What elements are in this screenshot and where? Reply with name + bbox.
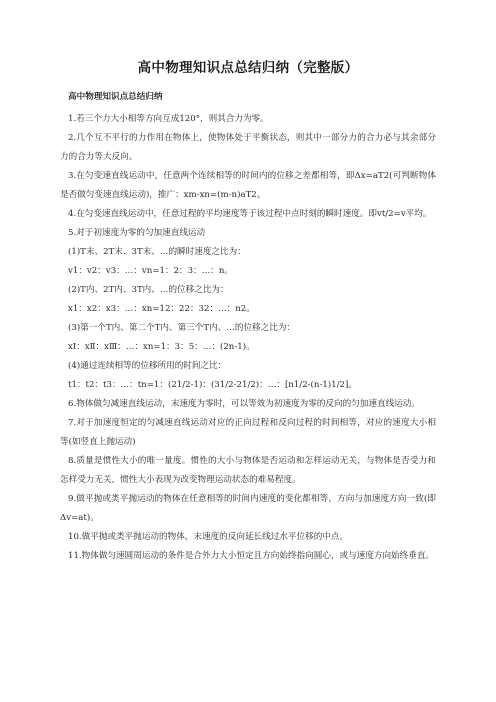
document-title: 高中物理知识点总结归纳（完整版）: [137, 60, 359, 76]
paragraph: v1：v2：v3：…：vn=1：2：3：…：n。: [68, 266, 234, 276]
paragraph: 10.做平抛或类平抛运动的物体，末速度的反向延长线过水平位移的中点。: [68, 532, 349, 542]
paragraph: 4.在匀变速直线运动中，任意过程的平均速度等于该过程中点时刻的瞬时速度。即vt/2=v平均。: [68, 209, 432, 219]
paragraph: (2)T内、2T内、3T内、…的位移之比为：: [68, 285, 229, 295]
paragraph: x1：x2：x3：…：xn=12：22：32：…：n2。: [68, 304, 255, 314]
paragraph: xⅠ：xⅡ：xⅢ：…：xn=1：3：5：…：(2n-1)。: [68, 342, 255, 352]
paragraph: 9.做平抛或类平抛运动的物体在任意相等的时间内速度的变化都相等，方向与加速度方向一致(即Δv=at)。: [60, 494, 436, 523]
paragraph: 7.对于加速度恒定的匀减速直线运动对应的正向过程和反向过程的时间相等，对应的速度大小相等(如竖直上抛运动): [60, 418, 436, 447]
paragraph: (3)第一个T内、第二个T内、第三个T内、…的位移之比为：: [68, 323, 296, 333]
paragraph: 11.物体做匀速圆周运动的条件是合外力大小恒定且方向始终指向圆心，或与速度方向始终垂直。: [68, 551, 435, 561]
paragraph: 5.对于初速度为零的匀加速直线运动: [68, 228, 206, 238]
paragraph: t1：t2：t3：…：tn=1：(21/2-1)：(31/2-21/2)：…：[n1/2-(n-1)1/2]。: [68, 380, 357, 390]
paragraph: 6.物体做匀减速直线运动，末速度为零时，可以等效为初速度为零的反向的匀加速直线运动。: [68, 399, 420, 409]
section-heading: 高中物理知识点总结归纳: [68, 92, 163, 102]
paragraph: (1)T末、2T末、3T末、…的瞬时速度之比为：: [68, 247, 246, 257]
paragraph: (4)通过连续相等的位移所用的时间之比：: [68, 361, 227, 371]
document-body: [60, 88, 436, 566]
paragraph: 3.在匀变速直线运动中，任意两个连续相等的时间内的位移之差都相等，即Δx=aT2(可判断物体是否做匀变速直线运动)，推广：xm-xn=(m-n)aT2。: [60, 171, 436, 200]
paragraph: 2.几个互不平行的力作用在物体上，使物体处于平衡状态，则其中一部分力的合力必与其余部分力的合力等大反向。: [60, 133, 436, 162]
paragraph: 1.若三个力大小相等方向互成120°，则其合力为零。: [68, 114, 269, 124]
paragraph: 8.质量是惯性大小的唯一量度。惯性的大小与物体是否运动和怎样运动无关，与物体是否受力和怎样受力无关，惯性大小表现为改变物理运动状态的难易程度。: [60, 456, 436, 485]
